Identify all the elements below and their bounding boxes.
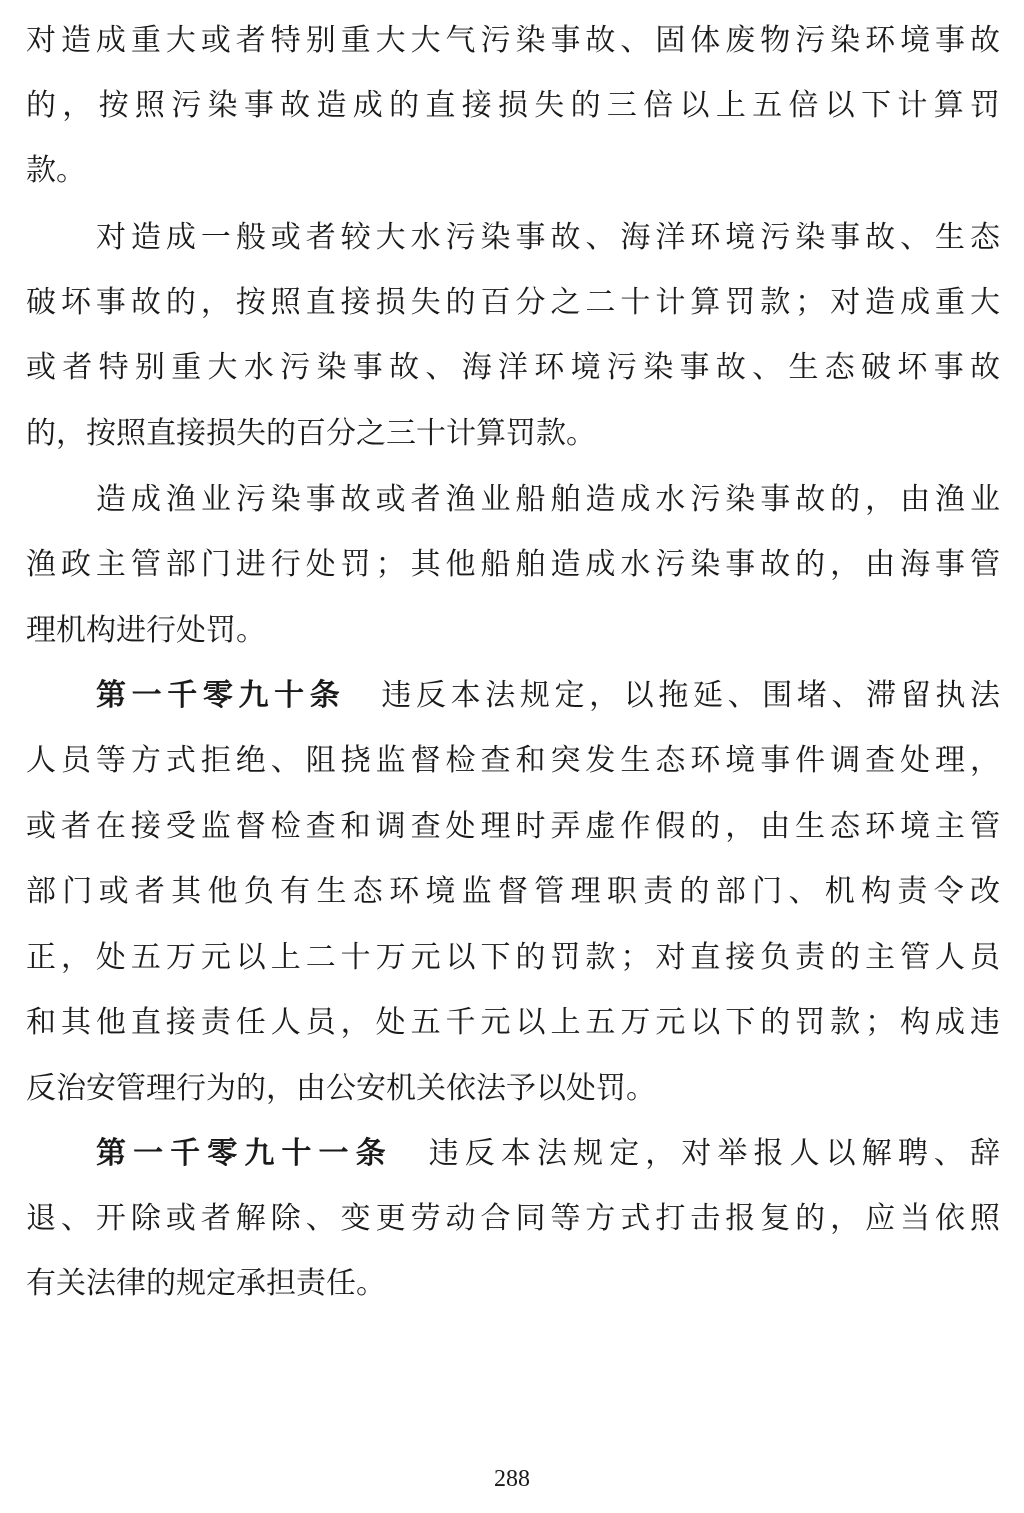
article-lead-text: 违反本法规定，以拖延、围堵、滞留执法	[381, 678, 1000, 713]
article-1090-first-line	[96, 676, 1000, 716]
paragraph-line: 的，按照污染事故造成的直接损失的三倍以上五倍以下计算罚	[26, 88, 1000, 123]
paragraph-line: 对造成重大或者特别重大大气污染事故、固体废物污染环境事故	[26, 23, 1000, 58]
article-lead-text: 违反本法规定，对举报人以解聘、辞	[428, 1136, 1001, 1171]
paragraph-line: 有关法律的规定承担责任。	[26, 1266, 386, 1301]
paragraph-line: 或者特别重大水污染事故、海洋环境污染事故、生态破坏事故	[26, 350, 1000, 385]
paragraph-line: 部门或者其他负有生态环境监督管理职责的部门、机构责令改	[26, 874, 1000, 909]
paragraph-line: 的，按照直接损失的百分之三十计算罚款。	[26, 416, 596, 451]
paragraph-line: 造成渔业污染事故或者渔业船舶造成水污染事故的，由渔业	[96, 482, 1000, 517]
page-number: 288	[494, 1466, 530, 1492]
paragraph-line: 和其他直接责任人员，处五千元以上五万元以下的罚款；构成违	[26, 1005, 1000, 1040]
paragraph-line: 理机构进行处罚。	[26, 613, 266, 648]
paragraph-line: 正，处五万元以上二十万元以下的罚款；对直接负责的主管人员	[26, 940, 1000, 975]
paragraph-line: 退、开除或者解除、变更劳动合同等方式打击报复的，应当依照	[26, 1201, 1000, 1236]
paragraph-line: 对造成一般或者较大水污染事故、海洋环境污染事故、生态	[96, 220, 1000, 255]
paragraph-line: 破坏事故的，按照直接损失的百分之二十计算罚款；对造成重大	[26, 285, 1000, 320]
paragraph-line: 人员等方式拒绝、阻挠监督检查和突发生态环境事件调查处理，	[26, 743, 1000, 778]
paragraph-line: 渔政主管部门进行处罚；其他船舶造成水污染事故的，由海事管	[26, 547, 1000, 582]
paragraph-line: 或者在接受监督检查和调查处理时弄虚作假的，由生态环境主管	[26, 809, 1000, 844]
article-1091-first-line	[96, 1134, 1000, 1174]
article-title: 第一千零九十条	[96, 678, 346, 713]
paragraph-line: 反治安管理行为的，由公安机关依法予以处罚。	[26, 1071, 656, 1106]
paragraph-line: 款。	[26, 153, 86, 188]
article-title: 第一千零九十一条	[96, 1136, 393, 1171]
